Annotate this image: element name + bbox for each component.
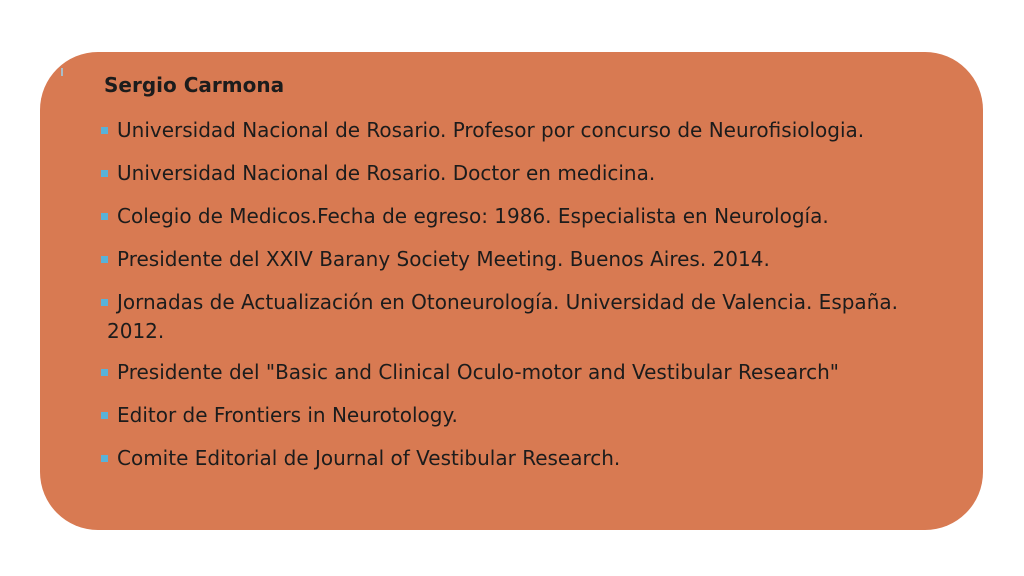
- credential-item-8: [99, 444, 949, 473]
- credential-item-7: [99, 401, 949, 430]
- square-bullet-icon: [101, 412, 108, 419]
- square-bullet-icon: [101, 127, 108, 134]
- square-bullet-icon: [101, 299, 108, 306]
- square-bullet-icon: [101, 369, 108, 376]
- credential-text-3: Colegio de Medicos.Fecha de egreso: 1986. Especialista en Neurología.: [117, 204, 829, 228]
- credential-item-2: [99, 159, 949, 188]
- credential-text-8: Comite Editorial de Journal of Vestibular Research.: [117, 446, 621, 470]
- credential-item-6: [99, 358, 949, 387]
- credential-text-1: Universidad Nacional de Rosario. Profesor por concurso de Neurofisiologia.: [117, 118, 865, 142]
- credential-item-1: [99, 116, 949, 145]
- person-name: Sergio Carmona: [104, 73, 285, 97]
- credentials-list: [99, 116, 949, 487]
- credential-text-4: Presidente del XXIV Barany Society Meeting. Buenos Aires. 2014.: [117, 247, 770, 271]
- square-bullet-icon: [101, 170, 108, 177]
- credential-text-5-continuation: 2012.: [107, 319, 165, 343]
- credential-item-5: [99, 288, 949, 346]
- square-bullet-icon: [101, 256, 108, 263]
- top-left-tick: [61, 68, 63, 76]
- credential-text-6: Presidente del "Basic and Clinical Oculo-motor and Vestibular Research": [117, 360, 839, 384]
- credential-item-4: [99, 245, 949, 274]
- credential-text-7: Editor de Frontiers in Neurotology.: [117, 403, 458, 427]
- square-bullet-icon: [101, 455, 108, 462]
- credential-item-3: [99, 202, 949, 231]
- square-bullet-icon: [101, 213, 108, 220]
- credential-text-2: Universidad Nacional de Rosario. Doctor en medicina.: [117, 161, 656, 185]
- credential-text-5: Jornadas de Actualización en Otoneurología. Universidad de Valencia. España.: [117, 290, 898, 314]
